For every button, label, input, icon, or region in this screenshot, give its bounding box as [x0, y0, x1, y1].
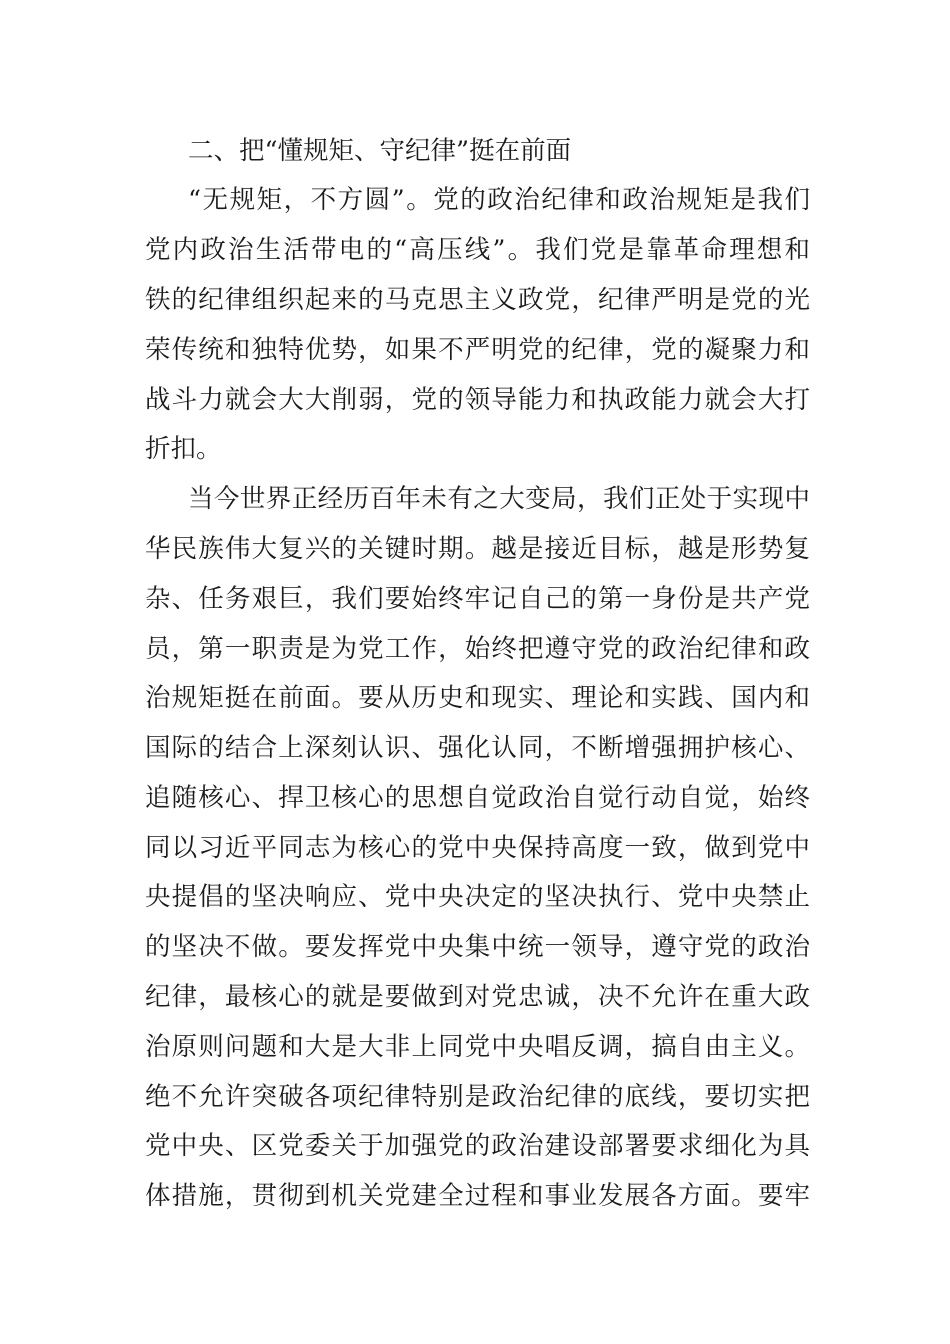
- paragraph2-line: 当今世界正经历百年未有之大变局，我们正处于实现中: [188, 484, 810, 514]
- paragraph2-line: 追随核心、捍卫核心的思想自觉政治自觉行动自觉，始终: [145, 783, 810, 813]
- paragraph1-line: 战斗力就会大大削弱，党的领导能力和执政能力就会大打: [145, 385, 810, 415]
- paragraph2-line: 绝不允许突破各项纪律特别是政治纪律的底线，要切实把: [145, 1082, 810, 1112]
- paragraph1-line: 荣传统和独特优势，如果不严明党的纪律，党的凝聚力和: [145, 335, 810, 365]
- paragraph2-line: 员，第一职责是为党工作，始终把遵守党的政治纪律和政: [145, 634, 810, 664]
- paragraph1-line: “无规矩，不方圆”。党的政治纪律和政治规矩是我们: [188, 185, 810, 215]
- paragraph2-line: 治规矩挺在前面。要从历史和现实、理论和实践、国内和: [145, 683, 810, 713]
- paragraph2-line: 纪律，最核心的就是要做到对党忠诚，决不允许在重大政: [145, 982, 810, 1012]
- paragraph2-line: 国际的结合上深刻认识、强化认同，不断增强拥护核心、: [145, 733, 810, 763]
- paragraph2-line: 党中央、区党委关于加强党的政治建设部署要求细化为具: [145, 1131, 810, 1161]
- paragraph1-line: 折扣。: [145, 434, 222, 464]
- paragraph1-line: 党内政治生活带电的“高压线”。我们党是靠革命理想和: [145, 235, 810, 265]
- paragraph2-line: 体措施，贯彻到机关党建全过程和事业发展各方面。要牢: [145, 1181, 810, 1211]
- section-heading: 二、把“懂规矩、守纪律”挺在前面: [188, 136, 572, 166]
- paragraph2-line: 同以习近平同志为核心的党中央保持高度一致，做到党中: [145, 833, 810, 863]
- paragraph2-line: 治原则问题和大是大非上同党中央唱反调，搞自由主义。: [145, 1032, 810, 1062]
- paragraph1-line: 铁的纪律组织起来的马克思主义政党，纪律严明是党的光: [145, 285, 810, 315]
- paragraph2-line: 的坚决不做。要发挥党中央集中统一领导，遵守党的政治: [145, 932, 810, 962]
- paragraph2-line: 华民族伟大复兴的关键时期。越是接近目标，越是形势复: [145, 534, 810, 564]
- paragraph2-line: 央提倡的坚决响应、党中央决定的坚决执行、党中央禁止: [145, 882, 810, 912]
- paragraph2-line: 杂、任务艰巨，我们要始终牢记自己的第一身份是共产党: [145, 584, 810, 614]
